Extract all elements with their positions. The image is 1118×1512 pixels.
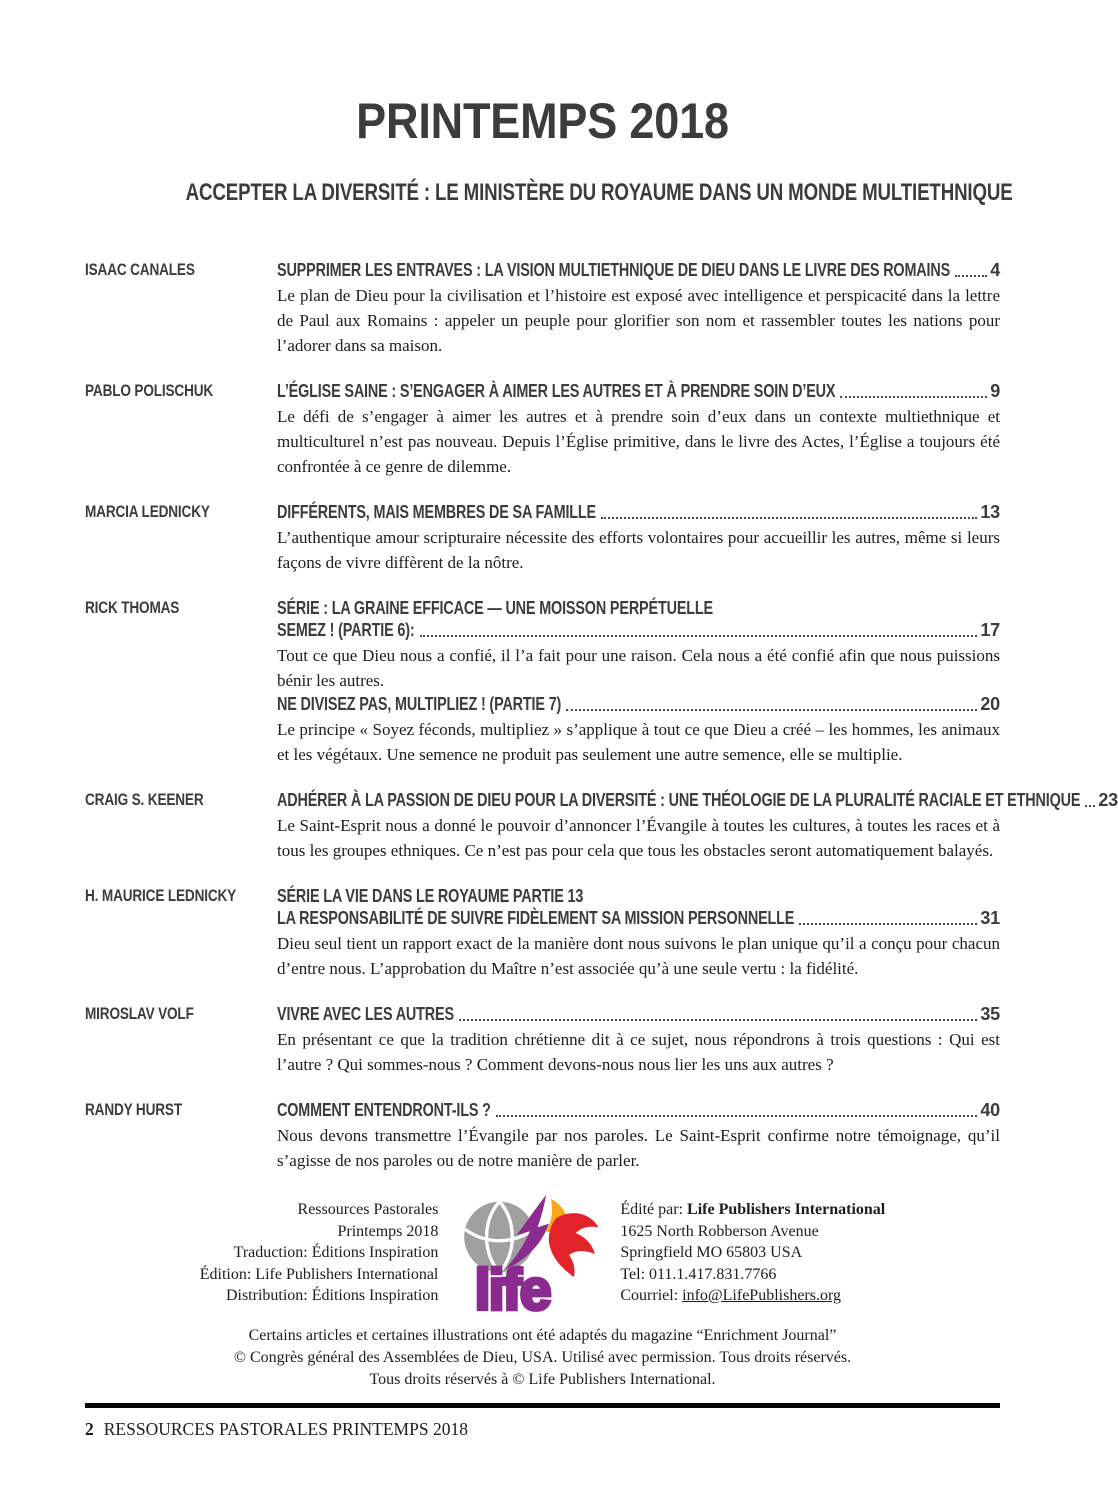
- article-summary: En présentant ce que la tradition chrétienne dit à ce sujet, nous répondrons à trois questions : Qui est l’autre ? Qui sommes-nous ? Comment devons-nous nous lier les uns aux autres ?: [277, 1030, 1000, 1074]
- article-title: SÉRIE LA VIE DANS LE ROYAUME PARTIE 13: [277, 886, 584, 906]
- running-footer: [85, 1418, 1000, 1440]
- credit-line: Traduction: Éditions Inspiration: [233, 1244, 439, 1261]
- toc-author-column: [85, 597, 277, 767]
- dot-leader: [840, 396, 987, 398]
- toc-title-row: [277, 907, 1000, 929]
- address-line: 1625 North Robberson Avenue: [620, 1222, 819, 1240]
- toc-author-name: PABLO POLISCHUK: [85, 381, 214, 400]
- article-summary: Le principe « Soyez féconds, multipliez » s’applique à tout ce que Dieu a créé – les hommes, les animaux et les végétaux. Une semence ne produit pas seulement une autre semence, elle se multiplie.: [277, 720, 1000, 764]
- page-number: 13: [980, 502, 1000, 522]
- page-number: 20: [980, 694, 1000, 714]
- toc-author-name: ISAAC CANALES: [85, 260, 195, 279]
- table-of-contents: [85, 259, 1118, 1173]
- article-title: SÉRIE : LA GRAINE EFFICACE — UNE MOISSON PERPÉTUELLE: [277, 598, 713, 618]
- article-title: LA RESPONSABILITÉ DE SUIVRE FIDÈLEMENT SA MISSION PERSONNELLE: [277, 908, 795, 928]
- toc-author-name: H. MAURICE LEDNICKY: [85, 886, 237, 905]
- toc-title-row: [277, 789, 1118, 811]
- toc-title-row: [277, 1099, 1000, 1121]
- toc-entry: [85, 501, 1000, 575]
- credit-line: Distribution: Éditions Inspiration: [225, 1287, 439, 1304]
- article-title: SUPPRIMER LES ENTRAVES : LA VISION MULTIETHNIQUE DE DIEU DANS LE LIVRE DES ROMAINS: [277, 260, 951, 280]
- dot-leader: [420, 635, 978, 637]
- article-summary: Dieu seul tient un rapport exact de la manière dont nous suivons le plan unique qu’il a conçu pour chacun d’entre nous. L’approbation du Maître n’est associée qu’à une seule vertu : la fidélité.: [277, 934, 1000, 978]
- toc-title-row: [277, 885, 1000, 907]
- running-footer-label: RESSOURCES PASTORALES PRINTEMPS 2018: [103, 1419, 468, 1439]
- toc-entry-body: [277, 1099, 1000, 1173]
- article-summary: Tout ce que Dieu nous a confié, il l’a fait pour une raison. Cela nous a été confié afin que nous puissions bénir les autres.: [277, 646, 1000, 690]
- edited-by-label: Édité par:: [620, 1201, 684, 1218]
- toc-entry-body: [277, 789, 1118, 863]
- toc-author-name: MIROSLAV VOLF: [85, 1004, 194, 1023]
- toc-entry: [85, 1003, 1000, 1077]
- toc-author-column: [85, 501, 277, 575]
- article-title: VIVRE AVEC LES AUTRES: [277, 1004, 454, 1024]
- toc-title-row: [277, 693, 1000, 715]
- toc-title-row: [277, 501, 1000, 523]
- article-title: DIFFÉRENTS, MAIS MEMBRES DE SA FAMILLE: [277, 502, 596, 522]
- email-link[interactable]: info@LifePublishers.org: [682, 1287, 842, 1304]
- article-title: SEMEZ ! (PARTIE 6):: [277, 620, 415, 640]
- article-summary: Le Saint-Esprit nous a donné le pouvoir d’annoncer l’Évangile à toutes les cultures, à toutes les races et à tous les groupes ethniques. Ce n’est pas pour cela que tous les obstacles seront automatiquement balayés.: [277, 816, 1000, 860]
- note-line: © Congrès général des Assemblées de Dieu, USA. Utilisé avec permission. Tous droits réservés.: [233, 1349, 852, 1366]
- article-summary: Nous devons transmettre l’Évangile par nos paroles. Le Saint-Esprit confirme notre témoignage, qu’il s’agisse de nos paroles ou de notre manière de parler.: [277, 1126, 1000, 1170]
- phone-line: Tel: 011.1.417.831.7766: [620, 1265, 777, 1283]
- toc-author-column: [85, 259, 277, 358]
- article-title: ADHÉRER À LA PASSION DE DIEU POUR LA DIVERSITÉ : UNE THÉOLOGIE DE LA PLURALITÉ RACIALE ET ETHNIQUE: [277, 790, 1081, 810]
- toc-entry-body: [277, 259, 1000, 358]
- edited-by-line: [620, 1199, 885, 1221]
- life-publishers-logo: [454, 1195, 604, 1323]
- page-title: PRINTEMPS 2018: [356, 93, 729, 149]
- copyright-notes: [85, 1325, 1000, 1391]
- page-number: 9: [990, 381, 1000, 401]
- toc-author-column: [85, 380, 277, 479]
- credit-line: Édition: Life Publishers International: [199, 1265, 439, 1283]
- article-title: NE DIVISEZ PAS, MULTIPLIEZ ! (PARTIE 7): [277, 694, 562, 714]
- issue-theme-subtitle: ACCEPTER LA DIVERSITÉ : LE MINISTÈRE DU ROYAUME DANS UN MONDE MULTIETHNIQUE: [185, 179, 1013, 206]
- dot-leader: [1085, 805, 1095, 807]
- page-number: 23: [1098, 790, 1118, 810]
- email-label: Courriel:: [620, 1287, 679, 1304]
- toc-author-name: MARCIA LEDNICKY: [85, 502, 210, 521]
- logo-wordmark: life: [475, 1258, 551, 1323]
- article-summary: L’authentique amour scripturaire nécessite des efforts volontaires pour accueillir les autres, même si leurs façons de vivre diffèrent de la nôtre.: [277, 528, 1000, 572]
- dot-leader: [601, 517, 977, 519]
- toc-title-row: [277, 619, 1000, 641]
- page-number: 4: [990, 260, 1000, 280]
- publisher-contact: [620, 1195, 885, 1307]
- toc-entry: [85, 789, 1118, 863]
- credit-line: Printemps 2018: [337, 1222, 439, 1240]
- toc-title-row: [277, 259, 1000, 281]
- dot-leader: [955, 275, 987, 277]
- dot-leader: [566, 709, 977, 711]
- toc-author-name: CRAIG S. KEENER: [85, 790, 204, 809]
- toc-author-column: [85, 1099, 277, 1173]
- toc-author-column: [85, 1003, 277, 1077]
- footer-rule: [85, 1403, 1000, 1408]
- toc-entry: [85, 1099, 1000, 1173]
- note-line: Tous droits réservés à © Life Publishers International.: [369, 1371, 716, 1388]
- toc-title-row: [277, 597, 1000, 619]
- article-summary: Le plan de Dieu pour la civilisation et l’histoire est exposé avec intelligence et perspicacité dans la lettre de Paul aux Romains : appeler un peuple pour glorifier son nom et rassembler toutes les nations pour l’adorer dans sa maison.: [277, 286, 1000, 355]
- publication-credits: [200, 1195, 439, 1307]
- toc-entry: [85, 597, 1000, 767]
- credit-line: Ressources Pastorales: [297, 1201, 439, 1218]
- toc-entry: [85, 380, 1000, 479]
- note-line: Certains articles et certaines illustrations ont été adaptés du magazine “Enrichment Journal”: [248, 1327, 837, 1344]
- address-line: Springfield MO 65803 USA: [620, 1244, 803, 1261]
- red-flame-icon: [549, 1213, 599, 1277]
- dot-leader: [799, 923, 977, 925]
- toc-author-name: RICK THOMAS: [85, 598, 180, 617]
- toc-entry-body: [277, 501, 1000, 575]
- email-line: [620, 1285, 885, 1307]
- toc-author-column: [85, 885, 277, 981]
- page-number: 17: [980, 620, 1000, 640]
- toc-author-name: RANDY HURST: [85, 1100, 182, 1119]
- page-header: [85, 0, 1013, 207]
- article-title: L’ÉGLISE SAINE : S’ENGAGER À AIMER LES AUTRES ET À PRENDRE SOIN D’EUX: [277, 381, 836, 401]
- toc-entry-body: [277, 597, 1000, 767]
- publication-info: [85, 1195, 1000, 1323]
- dot-leader: [496, 1115, 978, 1117]
- page-number: 31: [980, 908, 1000, 928]
- toc-author-column: [85, 789, 277, 863]
- article-title: COMMENT ENTENDRONT-ILS ?: [277, 1100, 491, 1120]
- toc-entry-body: [277, 885, 1000, 981]
- page-number: 35: [980, 1004, 1000, 1024]
- page-number: 40: [980, 1100, 1000, 1120]
- toc-title-row: [277, 1003, 1000, 1025]
- folio-page-number: 2: [85, 1419, 94, 1439]
- toc-entry-body: [277, 380, 1000, 479]
- toc-entry: [85, 259, 1000, 358]
- article-summary: Le défi de s’engager à aimer les autres et à prendre soin d’eux dans un contexte multiethnique et multiculturel n’est pas nouveau. Depuis l’Église primitive, dans le livre des Actes, l’Église a toujours été confrontée à ce genre de dilemme.: [277, 407, 1000, 476]
- toc-entry-body: [277, 1003, 1000, 1077]
- toc-entry: [85, 885, 1000, 981]
- publisher-name: Life Publishers International: [687, 1201, 886, 1218]
- dot-leader: [459, 1019, 977, 1021]
- toc-title-row: [277, 380, 1000, 402]
